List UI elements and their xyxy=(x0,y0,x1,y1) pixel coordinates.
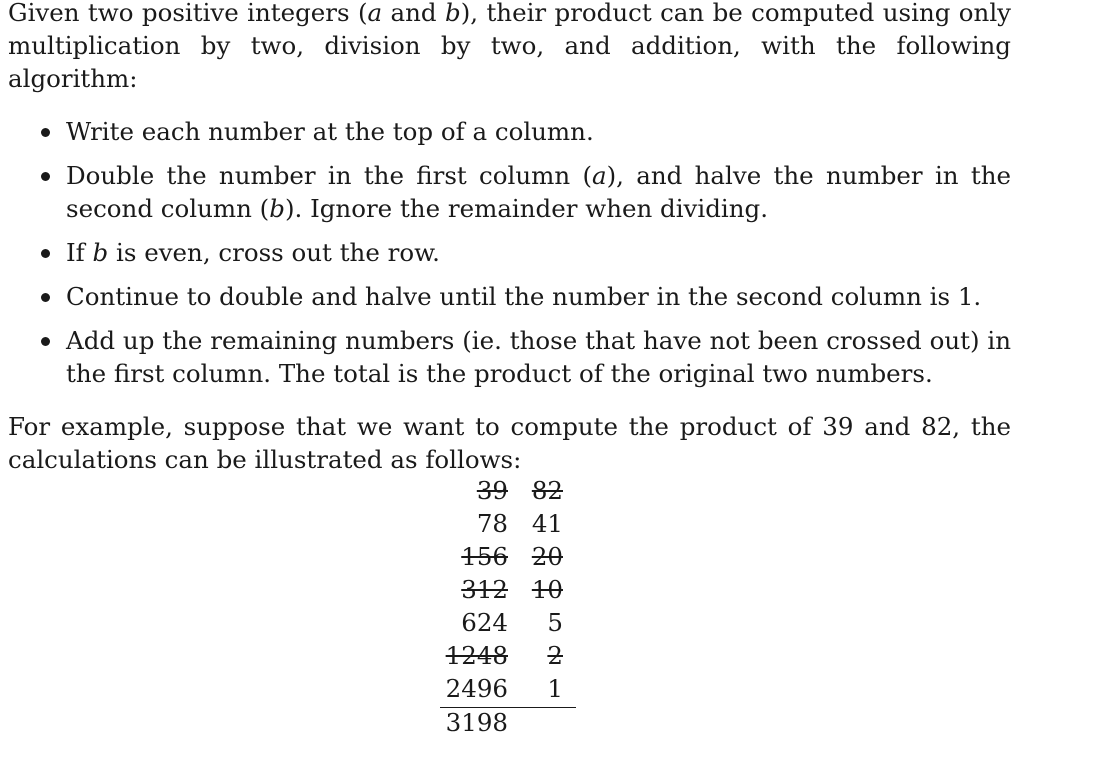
variable-a: a xyxy=(367,0,383,27)
table-row xyxy=(440,606,576,639)
column-a-cell: 1248 xyxy=(445,641,508,670)
column-a-cell: 39 xyxy=(476,476,508,505)
intro-text-3: ), their product can be computed using only multiplication by two, division by two, and addition, with the following algorithm: xyxy=(8,0,1012,93)
table-row xyxy=(440,540,576,573)
column-a-cell: 156 xyxy=(461,542,508,571)
table-row xyxy=(440,507,576,540)
list-item: Write each number at the top of a column. xyxy=(66,115,1011,148)
intro-text-2: and xyxy=(382,0,446,27)
variable-b: b xyxy=(445,0,461,27)
list-item: Continue to double and halve until the number in the second column is 1. xyxy=(66,280,1011,313)
algorithm-steps-list xyxy=(8,115,1011,390)
example-paragraph: For example, suppose that we want to compute the product of 39 and 82, the calculations can be illustrated as follows: xyxy=(8,412,1011,474)
table-row xyxy=(440,672,576,705)
column-a-cell: 78 xyxy=(476,509,508,538)
table-row xyxy=(440,639,576,672)
list-item: Add up the remaining numbers (ie. those that have not been crossed out) in the first column. The total is the product of the original two numbers. xyxy=(66,326,1011,388)
column-a-cell: 312 xyxy=(461,575,508,604)
column-a-cell: 624 xyxy=(461,608,508,637)
list-item: If b is even, cross out the row. xyxy=(66,236,1011,269)
intro-paragraph xyxy=(8,0,1011,95)
column-b-cell: 82 xyxy=(531,476,563,505)
table-row xyxy=(440,573,576,606)
intro-text-1: Given two positive integers ( xyxy=(8,0,368,27)
sum-total: 3198 xyxy=(445,708,508,737)
column-b-cell: 10 xyxy=(531,575,563,604)
column-b-cell: 5 xyxy=(547,608,563,637)
column-a-cell: 2496 xyxy=(445,674,508,703)
table-row xyxy=(440,474,576,507)
column-b-cell: 1 xyxy=(547,674,563,703)
calculation-table xyxy=(440,474,576,738)
list-item: Double the number in the first column (a), and halve the number in the second column (b). Ignore the remainder when dividing. xyxy=(66,161,1011,223)
column-b-cell: 2 xyxy=(547,641,563,670)
column-b-cell: 20 xyxy=(531,542,563,571)
column-b-cell: 41 xyxy=(531,509,563,538)
